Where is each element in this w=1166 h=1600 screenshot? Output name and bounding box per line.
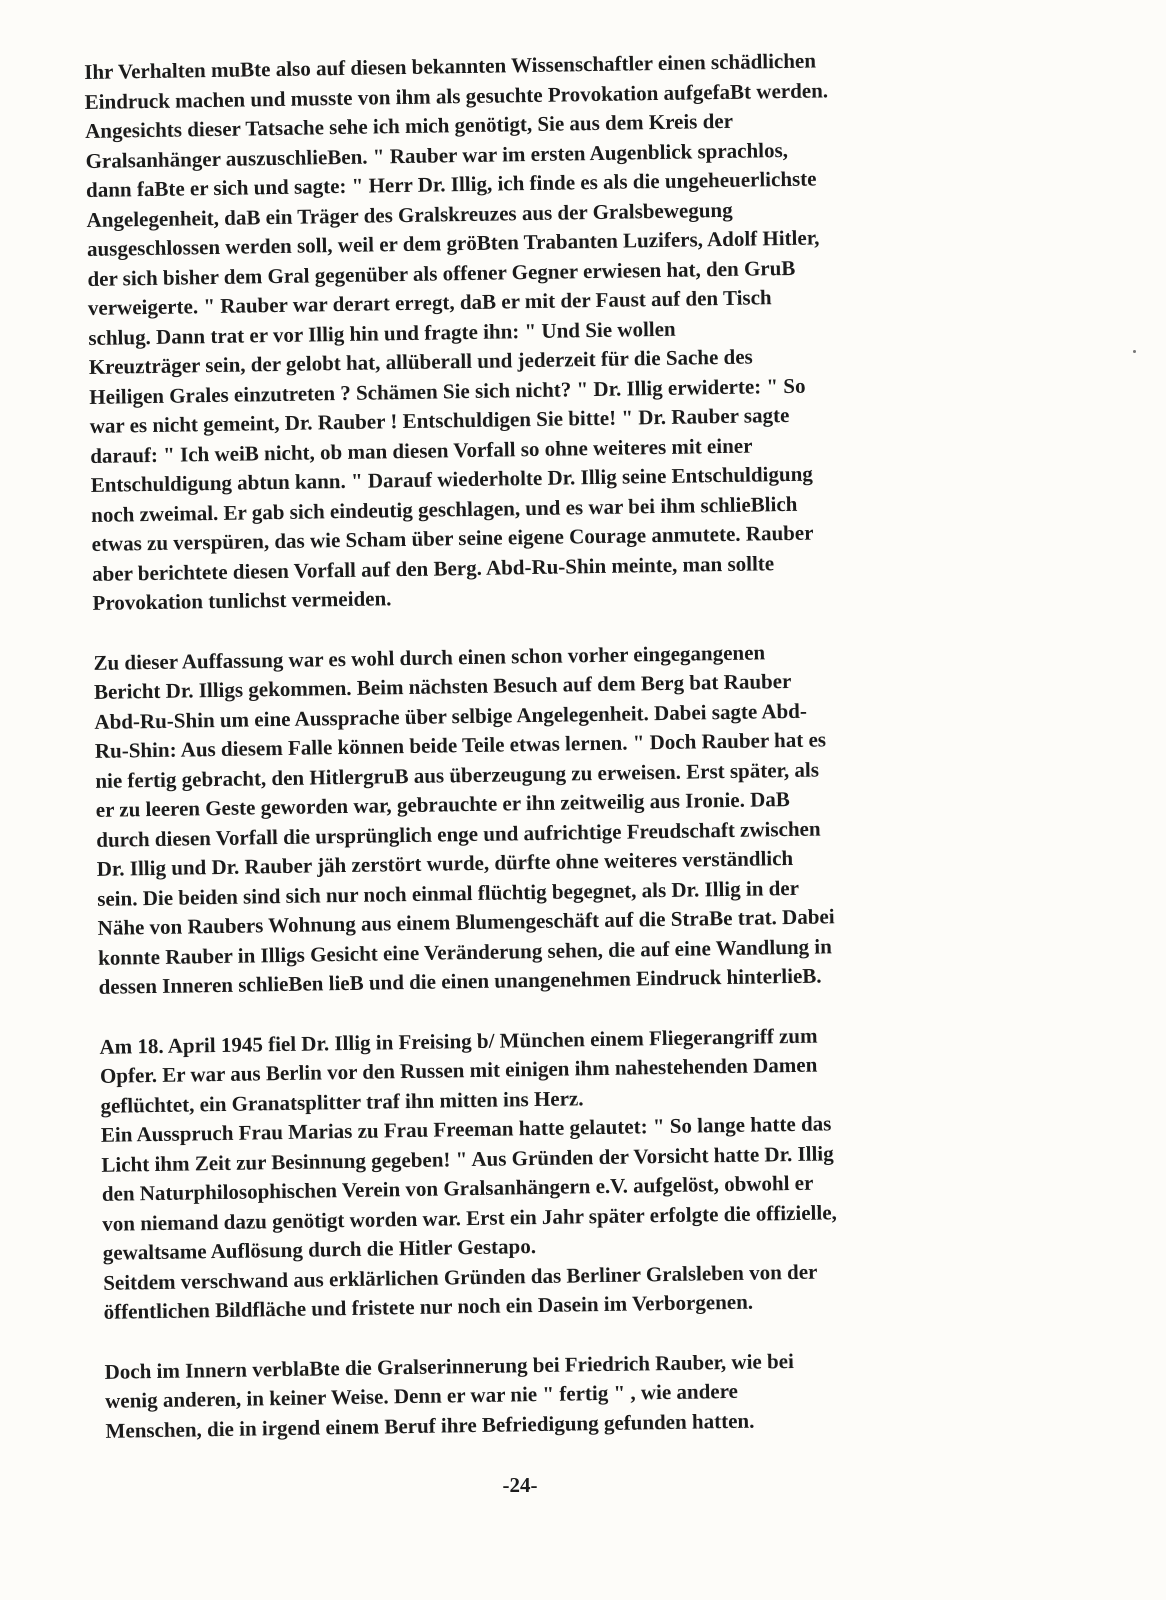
text-line: Angesichts dieser Tatsache sehe ich mich genötigt, Sie aus dem Kreis der: [84, 108, 734, 143]
paragraph: [84, 43, 1023, 618]
text-line: aber berichtete diesen Vorfall auf den Berg. Abd-Ru-Shin meinte, man sollte: [91, 550, 775, 586]
text-line: nie fertig gebracht, den HitlergruB aus überzeugung zu erweisen. Erst später, als: [95, 757, 820, 793]
text-line: öffentlichen Bildfläche und fristete nur noch ein Dasein im Verborgenen.: [103, 1289, 754, 1324]
text-line: dessen Inneren schlieBen lieB und die einen unangenehmen Eindruck hinterlieB.: [98, 963, 822, 999]
page-number: -24-: [502, 1473, 538, 1497]
text-line: dann faBte er sich und sagte: " Herr Dr. Illig, ich finde es als die ungeheuerlichste: [85, 166, 817, 202]
text-line: Kreuzträger sein, der gelobt hat, allüberall und jederzeit für die Sache des: [88, 344, 753, 379]
text-line: Provokation tunlichst vermeiden.: [92, 586, 392, 615]
text-line: Opfer. Er war aus Berlin vor den Russen mit einigen ihm nahestehenden Damen: [99, 1052, 818, 1088]
text-line: Angelegenheit, daB ein Träger des Gralskreuzes aus der Gralsbewegung: [86, 197, 733, 232]
text-line: Am 18. April 1945 fiel Dr. Illig in Freising b/ München einem Fliegerangriff zum: [99, 1023, 818, 1059]
paragraph: [104, 1343, 1035, 1446]
scan-speck: [1133, 350, 1136, 353]
paragraph: [99, 1018, 1034, 1328]
text-line: Gralsanhänger auszuschlieBen. " Rauber war im ersten Augenblick sprachlos,: [85, 137, 789, 173]
text-line: verweigerte. " Rauber war derart erregt, daB er mit der Faust auf den Tisch: [87, 285, 772, 320]
text-line: Menschen, die in irgend einem Beruf ihre Befriedigung gefunden hatten.: [105, 1408, 755, 1443]
text-line: Dr. Illig und Dr. Rauber jäh zerstört wurde, dürfte ohne weiteres verständlich: [96, 845, 794, 881]
text-line: noch zweimal. Er gab sich eindeutig geschlagen, und es war bei ihm schlieBlich: [90, 491, 798, 527]
text-line: etwas zu verspüren, das wie Scham über seine eigene Courage anmutete. Rauber: [91, 520, 814, 556]
text-line: von niemand dazu genötigt worden war. Erst ein Jahr später erfolgte die offizielle,: [102, 1199, 837, 1236]
text-line: Ein Ausspruch Frau Marias zu Frau Freeman hatte gelautet: " So lange hatte das: [100, 1111, 832, 1147]
text-line: geflüchtet, ein Granatsplitter traf ihn mitten ins Herz.: [100, 1085, 584, 1118]
text-line: Licht ihm Zeit zur Besinnung gegeben! " Aus Gründen der Vorsicht hatte Dr. Illig: [101, 1140, 834, 1177]
text-line: Abd-Ru-Shin um eine Aussprache über selbige Angelegenheit. Dabei sagte Abd-: [94, 698, 808, 734]
text-line: Zu dieser Auffassung war es wohl durch einen schon vorher eingegangenen: [93, 639, 766, 675]
text-line: Nähe von Raubers Wohnung aus einem Blumengeschäft auf die StraBe trat. Dabei: [97, 904, 835, 940]
text-line: den Naturphilosophischen Verein von Gralsanhängern e.V. aufgelöst, obwohl er: [101, 1170, 814, 1206]
text-line: Heiligen Grales einzutreten ? Schämen Sie sich nicht? " Dr. Illig erwiderte: " So: [89, 373, 806, 409]
text-line: Doch im Innern verblaBte die Gralserinnerung bei Friedrich Rauber, wie bei: [104, 1348, 795, 1384]
text-line: Ihr Verhalten muBte also auf diesen bekannten Wissenschaftler einen schädlichen: [84, 48, 817, 84]
text-line: konnte Rauber in Illigs Gesicht eine Veränderung sehen, die auf eine Wandlung in: [97, 933, 833, 970]
text-line: war es nicht gemeint, Dr. Rauber ! Entschuldigen Sie bitte! " Dr. Rauber sagte: [89, 402, 790, 438]
text-line: durch diesen Vorfall die ursprünglich enge und aufrichtige Freudschaft zwischen: [96, 816, 821, 852]
text-line: Entschuldigung abtun kann. " Darauf wiederholte Dr. Illig seine Entschuldigung: [90, 461, 813, 497]
text-line: Eindruck machen und musste von ihm als gesuchte Provokation aufgefaBt werden.: [84, 77, 829, 114]
text-line: Ru-Shin: Aus diesem Falle können beide Teile etwas lernen. " Doch Rauber hat es: [94, 727, 827, 763]
text-line: der sich bisher dem Gral gegenüber als offener Gegner erwiesen hat, den GruB: [87, 255, 796, 291]
text-line: schlug. Dann trat er vor Illig hin und fragte ihn: " Und Sie wollen: [88, 316, 676, 350]
text-line: gewaltsame Auflösung durch die Hitler Gestapo.: [102, 1234, 537, 1265]
body-text: [84, 43, 1036, 1475]
text-line: sein. Die beiden sind sich nur noch einmal flüchtig begegnet, als Dr. Illig in der: [97, 875, 800, 911]
text-line: Seitdem verschwand aus erklärlichen Gründen das Berliner Gralsleben von der: [103, 1259, 818, 1295]
text-line: ausgeschlossen werden soll, weil er dem gröBten Trabanten Luzifers, Adolf Hitler,: [86, 225, 820, 261]
text-line: wenig anderen, in keiner Weise. Denn er war nie " fertig " , wie andere: [104, 1378, 739, 1413]
text-line: darauf: " Ich weiB nicht, ob man diesen Vorfall so ohne weiteres mit einer: [90, 433, 753, 468]
text-line: Bericht Dr. Illigs gekommen. Beim nächsten Besuch auf dem Berg bat Rauber: [93, 668, 792, 704]
paragraph: [93, 634, 1028, 1003]
text-line: er zu leeren Geste geworden war, gebrauchte er ihn zeitweilig aus Ironie. DaB: [95, 787, 790, 822]
